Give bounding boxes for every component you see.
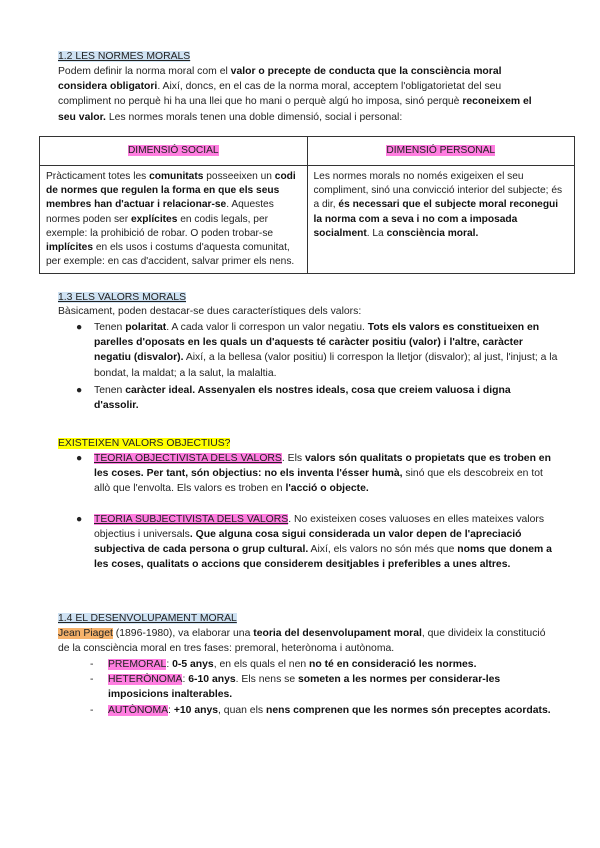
bullet-icon: ● bbox=[76, 513, 83, 525]
dimensions-table bbox=[39, 136, 575, 274]
paragraph-normes: Podem definir la norma moral com el valor o precepte de conducta que la consciència moral considera obligatori. Així, doncs, en el cas de la norma moral, acceptem l'obligatorietat del seu compliment no perquè hi ha una llei que ho mani o perquè algú ho imposa, sinó perquè reconeixem el seu valor. Les normes morals tenen una doble dimensió, social i personal: bbox=[58, 66, 532, 123]
list-item: - AUTÒNOMA: +10 anys, quan els nens comprenen que les normes són preceptes acordats. bbox=[58, 703, 558, 718]
list-item: ● TEORIA SUBJECTIVISTA DELS VALORS. No existeixen coses valuoses en elles mateixes valors objectius i universals. Que alguna cosa sigui considerada un valor depen de l'apreciació subjectiva de cada persona o grup cultural. Així, els valors no són més que noms que donem a les coses, qualitats o accions que considerem desitjables i preferibles a unes altres. bbox=[76, 513, 552, 571]
teories-list bbox=[58, 451, 558, 572]
bullet-icon: ● bbox=[76, 384, 83, 396]
cell-social: Pràcticament totes les comunitats posseeixen un codi de normes que regulen la forma en que els seus membres han d'actuar i relacionar-se. Aquestes normes poden ser explícites en codis legals, per exemple: la prohibició de robar. O poden trobar-se implícites en els usos i costums d'aquesta comunitat, per exemple: en cas d'accident, salvar primer els nens. bbox=[40, 166, 308, 274]
paragraph-valors-intro: Bàsicament, poden destacar-se dues característiques dels valors: bbox=[58, 306, 362, 317]
dash-icon: - bbox=[90, 659, 94, 670]
cell-personal: Les normes morals no només exigeixen el seu compliment, sinó una convicció interior del subjecte; és a dir, és necessari que el subjecte moral reconegui la norma com a seva i no com a imposada socialment. La consciència moral. bbox=[307, 166, 575, 274]
table-header-row bbox=[40, 137, 575, 166]
bullet-icon: ● bbox=[76, 453, 83, 464]
list-item: - HETERÒNOMA: 6-10 anys. Els nens se someten a les normes per considerar-les imposicions inalterables. bbox=[90, 674, 501, 701]
valors-list bbox=[58, 320, 558, 413]
list-item: ● Tenen caràcter ideal. Assenyalen els nostres ideals, cosa que creiem valuosa i digna d'assolir. bbox=[76, 384, 511, 412]
bullet-icon: ● bbox=[76, 322, 83, 333]
section-heading-normes: 1.2 LES NORMES MORALS bbox=[58, 51, 191, 62]
list-item: - PREMORAL: 0-5 anys, en els quals el nen no té en consideració les normes. bbox=[58, 657, 558, 672]
section-heading-objectius: EXISTEIXEN VALORS OBJECTIUS? bbox=[58, 438, 231, 449]
section-heading-desenvolupament: 1.4 EL DESENVOLUPAMENT MORAL bbox=[58, 613, 237, 624]
dash-icon: - bbox=[90, 704, 94, 716]
section-heading-valors: 1.3 ELS VALORS MORALS bbox=[58, 292, 187, 303]
dash-icon: - bbox=[90, 674, 94, 686]
list-item: ● Tenen polaritat. A cada valor li correspon un valor negatiu. Tots els valors es constitueixen en parelles d'oposats en les quals un d'aquests té caràcter positiu (valor) i l'altre, caràcter negatiu (disvalor). Així, a la bellesa (valor positiu) li correspon la lletjor (disvalor); al just, l'injust; a la bondat, la maldat; a la salut, la malaltia. bbox=[76, 322, 558, 379]
list-item: ● TEORIA OBJECTIVISTA DELS VALORS. Els valors són qualitats o propietats que es troben en les coses. Per tant, són objectius: no els inventa l'ésser humà, sinó que els descobreix en tot allò que l'envolta. Els valors es troben en l'acció o objecte. bbox=[76, 453, 551, 495]
header-personal: DIMENSIÓ PERSONAL bbox=[307, 137, 575, 166]
table-row bbox=[40, 166, 575, 274]
fases-list bbox=[58, 657, 558, 718]
paragraph-piaget: Jean Piaget (1896-1980), va elaborar una teoria del desenvolupament moral, que divideix la constitució de la consciència moral en tres fases: premoral, heterònoma i autònoma. bbox=[58, 628, 546, 655]
header-social: DIMENSIÓ SOCIAL bbox=[40, 137, 308, 166]
